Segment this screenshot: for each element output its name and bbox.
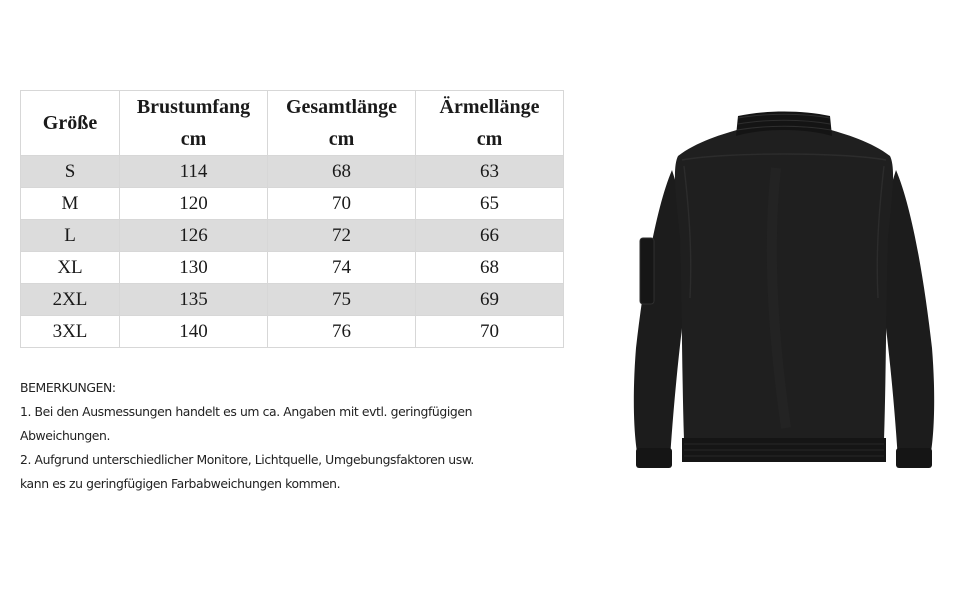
header-length-label: Gesamtlänge bbox=[285, 96, 398, 118]
table-row bbox=[21, 252, 564, 284]
cell-size: 2XL bbox=[21, 284, 120, 316]
header-length bbox=[268, 91, 416, 156]
cell-length: 76 bbox=[268, 316, 416, 348]
cell-size: M bbox=[21, 188, 120, 220]
remarks-line: kann es zu geringfügigen Farbabweichungen kommen. bbox=[20, 476, 341, 491]
cell-size: S bbox=[21, 156, 120, 188]
header-length-unit: cm bbox=[328, 128, 355, 150]
header-chest-unit: cm bbox=[180, 128, 207, 150]
cell-sleeve: 70 bbox=[416, 316, 564, 348]
remarks-title: BEMERKUNGEN: bbox=[20, 380, 116, 395]
table-row bbox=[21, 284, 564, 316]
header-chest bbox=[120, 91, 268, 156]
remarks-line: Abweichungen. bbox=[20, 428, 110, 443]
table-row bbox=[21, 188, 564, 220]
jacket-left-cuff bbox=[636, 448, 672, 468]
jacket-sleeve-pocket bbox=[640, 238, 654, 304]
header-size-label: Größe bbox=[42, 112, 98, 134]
table-row bbox=[21, 156, 564, 188]
cell-length: 70 bbox=[268, 188, 416, 220]
cell-sleeve: 66 bbox=[416, 220, 564, 252]
cell-chest: 126 bbox=[120, 220, 268, 252]
cell-chest: 135 bbox=[120, 284, 268, 316]
cell-length: 75 bbox=[268, 284, 416, 316]
table-row bbox=[21, 316, 564, 348]
cell-chest: 120 bbox=[120, 188, 268, 220]
cell-chest: 140 bbox=[120, 316, 268, 348]
table-row bbox=[21, 220, 564, 252]
jacket-right-cuff bbox=[896, 448, 932, 468]
remarks-line: 2. Aufgrund unterschiedlicher Monitore, Lichtquelle, Umgebungsfaktoren usw. bbox=[20, 452, 474, 467]
cell-length: 72 bbox=[268, 220, 416, 252]
cell-size: L bbox=[21, 220, 120, 252]
cell-length: 74 bbox=[268, 252, 416, 284]
header-size bbox=[21, 91, 120, 156]
cell-sleeve: 69 bbox=[416, 284, 564, 316]
cell-sleeve: 65 bbox=[416, 188, 564, 220]
header-sleeve-unit: cm bbox=[476, 128, 503, 150]
header-sleeve-label: Ärmellänge bbox=[439, 96, 540, 118]
cell-chest: 114 bbox=[120, 156, 268, 188]
table-header-row bbox=[21, 91, 564, 156]
remarks-line: 1. Bei den Ausmessungen handelt es um ca. Angaben mit evtl. geringfügigen bbox=[20, 404, 473, 419]
cell-size: XL bbox=[21, 252, 120, 284]
cell-chest: 130 bbox=[120, 252, 268, 284]
cell-size: 3XL bbox=[21, 316, 120, 348]
header-chest-label: Brustumfang bbox=[136, 96, 251, 118]
cell-sleeve: 68 bbox=[416, 252, 564, 284]
jacket-image bbox=[626, 108, 942, 474]
cell-sleeve: 63 bbox=[416, 156, 564, 188]
cell-length: 68 bbox=[268, 156, 416, 188]
header-sleeve bbox=[416, 91, 564, 156]
size-chart-table bbox=[20, 90, 564, 348]
remarks-block bbox=[20, 376, 540, 496]
